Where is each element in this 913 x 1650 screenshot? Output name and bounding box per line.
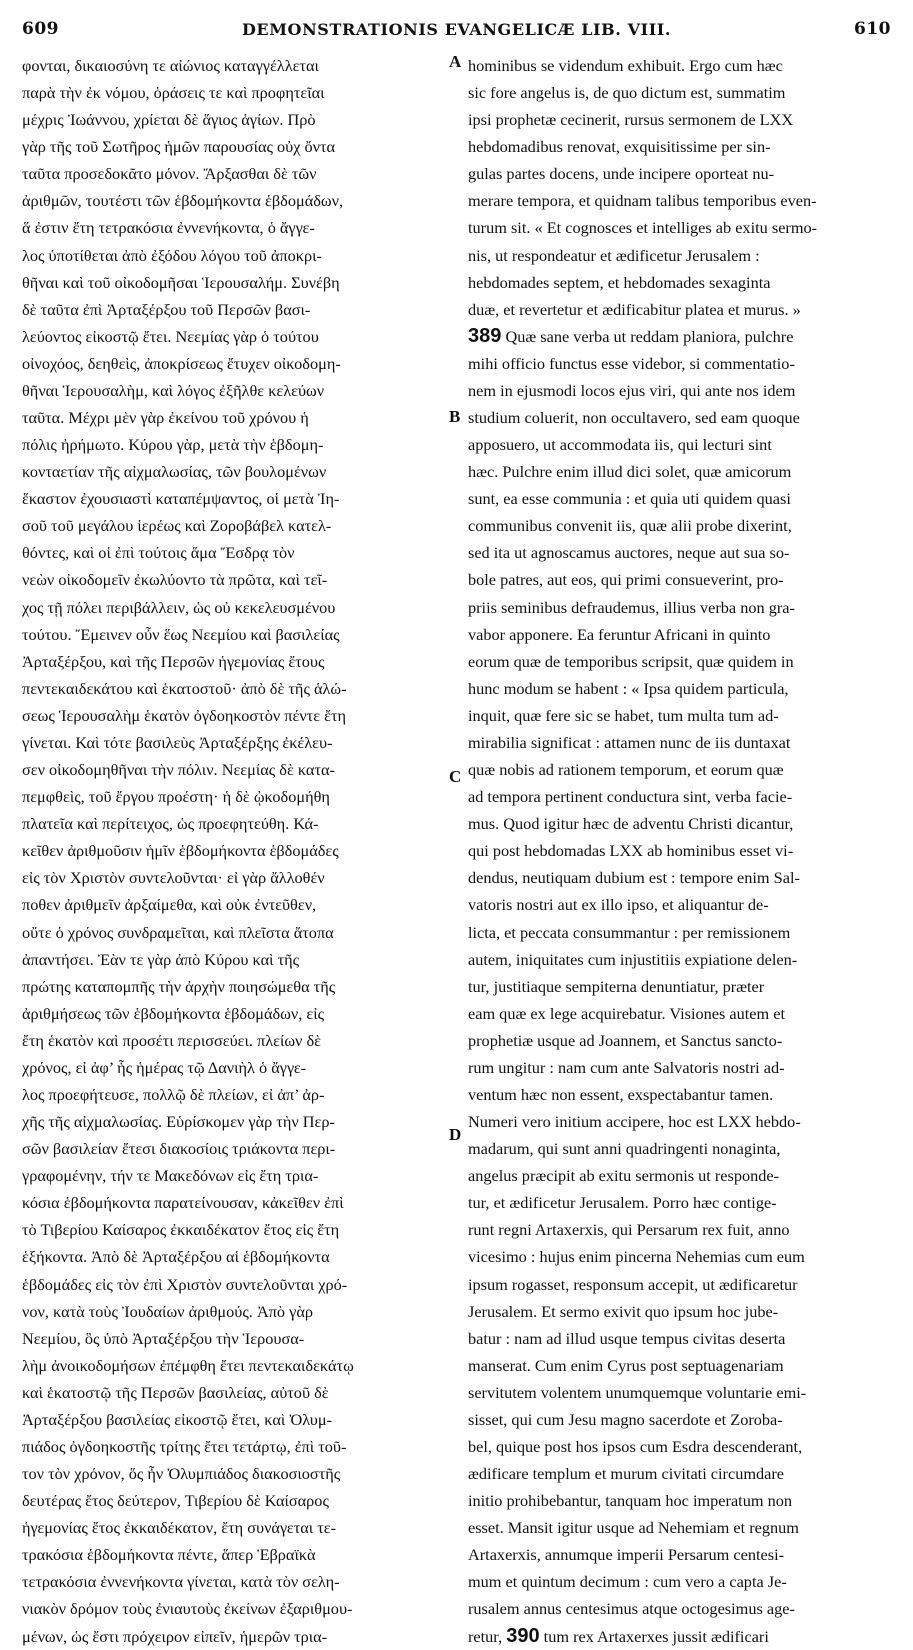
greek-text-line: πεμφθεὶς, τοῦ ἔργου προέστη· ἡ δὲ ᾠκοδομήθη bbox=[22, 787, 330, 807]
latin-text-line: communibus convenit iis, quæ alii probe dixerint, bbox=[468, 516, 792, 536]
greek-text-line: Ἀρταξέρξου, καὶ τῆς Περσῶν ἡγεμονίας ἔτους bbox=[22, 651, 325, 671]
running-title: DEMONSTRATIONIS EVANGELICÆ LIB. VIII. bbox=[241, 19, 672, 39]
latin-text-line: bole patres, aut eos, qui primi consueverint, pro- bbox=[468, 570, 784, 590]
latin-text-line: mirabilia significat : attamen nunc de iis duntaxat bbox=[468, 732, 791, 752]
latin-text-line: hunc modum se habent : « Ipsa quidem particula, bbox=[468, 678, 789, 698]
greek-text-line: οἰνοχόος, δεηθεὶς, ἀποκρίσεως ἔτυχεν οἰκοδομη- bbox=[22, 353, 341, 373]
greek-text-line: σοῦ τοῦ μεγάλου ἱερέως καὶ Ζοροβάβελ κατελ- bbox=[22, 516, 332, 536]
latin-text-line: inquit, quæ fere sic se habet, tum multa tum ad- bbox=[468, 705, 779, 725]
latin-text-line: nem in ejusmodi locos ejus viri, qui ante nos idem bbox=[468, 380, 796, 400]
greek-text-line: κονταετίαν τῆς αἰχμαλωσίας, τῶν βουλομένων bbox=[22, 462, 327, 482]
latin-text-line: dendus, neutiquam dubium est : tempore enim Sal- bbox=[468, 868, 800, 888]
latin-text-line: ædificare templum et murum civitati circumdare bbox=[468, 1464, 785, 1484]
latin-text-line: studium coluerit, non occultavero, sed eam quoque bbox=[468, 408, 800, 428]
margin-marker-a: A bbox=[449, 52, 462, 71]
latin-text-line: esset. Mansit igitur usque ad Nehemiam et regnum bbox=[468, 1518, 799, 1538]
greek-text-line: ἕκαστον ἐχουσιαστὶ καταπέμψαντος, οἱ μετὰ Ἰη- bbox=[22, 489, 340, 509]
greek-text-line: γὰρ τῆς τοῦ Σωτῆρος ἡμῶν παρουσίας οὐχ ὄντα bbox=[22, 137, 336, 157]
greek-text-line: δὲ ταῦτα ἐπὶ Ἀρταξέρξου τοῦ Περσῶν βασι- bbox=[22, 299, 311, 319]
latin-text-line: merare tempora, et quidnam talibus temporibus even- bbox=[468, 191, 817, 211]
greek-text-line: θῆναι Ἱερουσαλὴμ, καὶ λόγος ἐξῆλθε κελεύων bbox=[22, 380, 325, 400]
section-number: 389 bbox=[468, 324, 502, 347]
latin-text-line: runt regni Artaxerxis, qui Persarum rex fuit, anno bbox=[468, 1220, 790, 1240]
greek-text-line: πιάδος ὀγδοηκοστῆς τρίτης ἔτει τετάρτῳ, ἐπὶ τοῦ- bbox=[22, 1436, 347, 1456]
latin-text-line: nis, ut respondeatur et ædificetur Jerusalem : bbox=[468, 245, 760, 265]
latin-text-line: ipsum rogasset, responsum accepit, ut ædificaretur bbox=[468, 1274, 798, 1294]
running-header bbox=[22, 12, 891, 46]
greek-text-line: ταῦτα. Μέχρι μὲν γὰρ ἐκείνου τοῦ χρόνου ἡ bbox=[22, 408, 309, 428]
greek-text-line: θόντες, καὶ οἱ ἐπὶ τούτοις ἅμα Ἔσδρᾳ τὸν bbox=[22, 543, 295, 563]
greek-text-line: γραφομένην, τήν τε Μακεδόνων εἰς ἔτη τρια- bbox=[22, 1166, 319, 1186]
greek-text-line: τούτου. Ἔμεινεν οὖν ἕως Νεεμίου καὶ βασιλείας bbox=[22, 624, 340, 644]
greek-text-line: χῆς τῆς αἰχμαλωσίας. Εὑρίσκομεν γὰρ τὴν Περ- bbox=[22, 1112, 335, 1132]
greek-text-line: τρακόσια ἑβδομήκοντα πέντε, ἅπερ Ἑβραϊκὰ bbox=[22, 1545, 316, 1565]
greek-text-line: ἀριθμῶν, τουτέστι τῶν ἑβδομήκοντα ἑβδομάδων, bbox=[22, 191, 344, 211]
greek-column bbox=[22, 52, 450, 1650]
greek-text-line: πρώτης καταπομπῆς τὴν ἀρχὴν ποιησώμεθα τῆς bbox=[22, 976, 336, 996]
greek-text-line: λὴμ ἀνοικοδομήσων ἐπέμφθη ἔτει πεντεκαιδεκάτῳ bbox=[22, 1355, 354, 1375]
latin-text-line: angelus præcipit ab exitu sermonis ut responde- bbox=[468, 1166, 780, 1186]
greek-text-line: κεῖθεν ἀριθμοῦσιν ἡμῖν ἑβδομήκοντα ἑβδομάδες bbox=[22, 841, 339, 861]
greek-text-line: ἑβδομάδες εἰς τὸν ἐπὶ Χριστὸν συντελοῦνται χρό- bbox=[22, 1274, 348, 1294]
greek-text-line: σῶν βασιλείαν ἔτεσι διακοσίοις τριάκοντα περι- bbox=[22, 1139, 336, 1159]
greek-text-line: ἀριθμήσεως τῶν ἑβδομήκοντα ἑβδομάδων, εἰς bbox=[22, 1003, 325, 1023]
latin-text-line: hebdomades septem, et hebdomades sexaginta bbox=[468, 272, 771, 292]
greek-text-line: τον τὸν χρόνον, ὅς ἦν Ὀλυμπιάδος διακοσιοστῆς bbox=[22, 1464, 341, 1484]
greek-text-line: μέχρις Ἰωάννου, χρίεται δὲ ἅγιος ἁγίων. Πρὸ bbox=[22, 110, 316, 130]
latin-text-line: initio prohibebantur, tanquam hoc imperatum non bbox=[468, 1491, 792, 1511]
latin-text-line: rusalem annus centesimus atque octogesimus age- bbox=[468, 1599, 795, 1619]
latin-column bbox=[468, 52, 892, 1650]
latin-text-line: vatoris nostri aut ex illo ipso, et aliquantur de- bbox=[468, 895, 769, 915]
latin-text-line: manserat. Cum enim Cyrus post septuagenariam bbox=[468, 1355, 784, 1375]
greek-text-line: οὔτε ὁ χρόνος συνδραμεῖται, καὶ πλεῖστα ἄτοπα bbox=[22, 922, 334, 942]
latin-text-line: turum sit. « Et cognosces et intelliges ab exitu sermo- bbox=[468, 218, 818, 238]
greek-text-line: ἅ ἐστιν ἔτη τετρακόσια ἐννενήκοντα, ὁ ἄγγε- bbox=[22, 218, 315, 238]
latin-text-line: mus. Quod igitur hæc de adventu Christi dicantur, bbox=[468, 814, 794, 834]
latin-text-line: licta, et peccata consummantur : per remissionem bbox=[468, 922, 791, 942]
greek-text-line: ποθεν ἀριθμεῖν ἀρξαίμεθα, καὶ οὐκ ἐντεῦθεν, bbox=[22, 895, 317, 915]
latin-text-line: vicesimo : hujus enim pincerna Nehemias cum eum bbox=[468, 1247, 805, 1267]
latin-text-line: vabor apponere. Ea feruntur Africani in quinto bbox=[468, 624, 771, 644]
latin-text-line: sunt, ea esse communia : et quia uti quidem quasi bbox=[468, 489, 791, 509]
greek-text-line: πεντεκαιδεκάτου καὶ ἑκατοστοῦ· ἀπὸ δὲ τῆς ἁλώ- bbox=[22, 678, 347, 698]
greek-text-line: σεως Ἱερουσαλὴμ ἑκατὸν ὀγδοηκοστὸν πέντε ἔτη bbox=[22, 705, 347, 725]
latin-text-line: servitutem volentem unumquemque voluntarie emi- bbox=[468, 1382, 807, 1402]
latin-text-line: ipsi prophetæ cecinerit, rursus sermonem de LXX bbox=[468, 110, 794, 130]
latin-text-line: retur, 390 tum rex Artaxerxes jussit ædificari bbox=[468, 1624, 769, 1647]
latin-text-line: tur, et ædificetur Jerusalem. Porro hæc contige- bbox=[468, 1193, 777, 1213]
greek-text-line: Νεεμίου, ὃς ὑπὸ Ἀρταξέρξου τὴν Ἱερουσα- bbox=[22, 1328, 305, 1348]
latin-text-line: tur, justitiaque sempiterna denuntiatur, præter bbox=[468, 976, 765, 996]
greek-text-line: θῆναι καὶ τοῦ οἰκοδομῆσαι Ἱερουσαλήμ. Συνέβη bbox=[22, 272, 340, 292]
latin-text-line: eam quæ ex lege acquirebatur. Visiones autem et bbox=[468, 1003, 786, 1023]
greek-text-line: πόλις ἠρήμωτο. Κύρου γὰρ, μετὰ τὴν ἑβδομη- bbox=[22, 435, 324, 455]
greek-text-line: λεύοντος εἰκοστῷ ἔτει. Νεεμίας γὰρ ὁ τούτου bbox=[22, 326, 319, 346]
margin-marker-c: C bbox=[449, 767, 462, 786]
greek-text-line: ἑξήκοντα. Ἀπὸ δὲ Ἀρταξέρξου αἱ ἑβδομήκοντα bbox=[22, 1247, 330, 1267]
greek-text-line: ταῦτα προσεδοκᾶτο μόνον. Ἄρξασθαι δὲ τῶν bbox=[22, 164, 317, 184]
latin-text-line: bel, quique post hos ipsos cum Esdra descenderant, bbox=[468, 1436, 803, 1456]
latin-text-line: duæ, et revertetur et ædificabitur platea et murus. » bbox=[468, 299, 801, 319]
greek-text-line: τὸ Τιβερίου Καίσαρος ἐκκαιδέκατον ἔτος εἰς ἔτη bbox=[22, 1220, 340, 1240]
latin-text-line: mum et quintum decimum : cum vero a capta Je- bbox=[468, 1572, 787, 1592]
latin-text-line: quæ nobis ad rationem temporum, et eorum quæ bbox=[468, 760, 784, 780]
latin-text-line: gulas partes docens, unde incipere oporteat nu- bbox=[468, 164, 775, 184]
greek-text-line: λος προεφήτευσε, πολλῷ δὲ πλείων, εἰ ἀπ’ ἀρ- bbox=[22, 1084, 325, 1104]
greek-text-line: λος ὑποτίθεται ἀπὸ ἐξόδου λόγου τοῦ ἀποκρι- bbox=[22, 245, 322, 265]
greek-text-line: σεν οἰκοδομηθῆναι τὴν πόλιν. Νεεμίας δὲ κατα- bbox=[22, 760, 335, 780]
latin-text-line: sic fore angelus is, de quo dictum est, summatim bbox=[468, 83, 786, 103]
latin-text-line: Jerusalem. Et sermo exivit quo ipsum hoc jube- bbox=[468, 1301, 779, 1321]
greek-text-line: ἡγεμονίας ἔτος ἐκκαιδέκατον, ἔτη συνάγεται τε- bbox=[22, 1518, 337, 1538]
latin-text-line: Numeri vero initium accipere, hoc est LXX hebdo- bbox=[468, 1112, 801, 1132]
greek-text-line: Ἀρταξέρξου βασιλείας εἰκοστῷ ἔτει, καὶ Ὀλυμ- bbox=[22, 1409, 333, 1429]
latin-text-line: Artaxerxis, annumque imperii Persarum centesi- bbox=[468, 1545, 785, 1565]
greek-text-line: χος τῇ πόλει περιβάλλειν, ὡς οὐ κεκελευσμένου bbox=[22, 597, 336, 617]
greek-text-line: φονται, δικαιοσύνη τε αἰώνιος καταγγέλλεται bbox=[22, 56, 319, 75]
latin-text-line: hæc. Pulchre enim illud dici solet, quæ amicorum bbox=[468, 462, 792, 482]
latin-text-line: qui post hebdomadas LXX ab hominibus esset vi- bbox=[468, 841, 794, 861]
greek-text-line: κόσια ἑβδομήκοντα παρατείνουσαν, κἀκεῖθεν ἐπὶ bbox=[22, 1193, 344, 1213]
page-number-right: 610 bbox=[854, 19, 891, 39]
greek-text-line: πλατεῖα καὶ περίτειχος, ὡς προεφητεύθη. Κά- bbox=[22, 814, 319, 834]
greek-text-line: νεὼν οἰκοδομεῖν ἐκωλύοντο τὰ πρῶτα, καὶ τεῖ- bbox=[22, 570, 328, 590]
margin-marker-d: D bbox=[449, 1125, 462, 1144]
greek-text-line: γίνεται. Καὶ τότε βασιλεὺς Ἀρταξέρξης ἐκέλευ- bbox=[22, 732, 333, 752]
greek-text-line: χρόνος, εἰ ἀφ’ ἧς ἡμέρας τῷ Δανιὴλ ὁ ἄγγε- bbox=[22, 1057, 307, 1077]
greek-text-line: νιακὸν δρόμον τοὺς ἐνιαυτοὺς ἐκείνων ἐξαριθμου- bbox=[22, 1599, 353, 1619]
greek-text-line: δευτέρας ἔτος δεύτερον, Τιβερίου δὲ Καίσαρος bbox=[22, 1491, 329, 1511]
latin-text-line: prophetiæ usque ad Joannem, et Sanctus sancto- bbox=[468, 1030, 783, 1050]
greek-text-line: εἰς τὸν Χριστὸν συντελοῦνται· εἰ γὰρ ἄλλοθέν bbox=[22, 868, 325, 888]
section-number: 390 bbox=[506, 1624, 540, 1647]
latin-text-line: 389 Quæ sane verba ut reddam planiora, pulchre bbox=[468, 324, 794, 347]
latin-text-line: hebdomadibus renovat, exquisitissime per sin- bbox=[468, 137, 771, 157]
greek-text-line: ἀπαντήσει. Ἐὰν τε γὰρ ἀπὸ Κύρου καὶ τῆς bbox=[22, 949, 300, 969]
latin-text-line: batur : nam ad illud usque tempus civitas deserta bbox=[468, 1328, 786, 1348]
latin-text-line: apposuero, ut accommodata iis, qui lecturi sint bbox=[468, 435, 772, 455]
greek-text-line: τετρακόσια ἐννενήκοντα γίνεται, κατὰ τὸν σελη- bbox=[22, 1572, 340, 1592]
latin-text-line: sisset, qui cum Jesu magno sacerdote et Zoroba- bbox=[468, 1409, 783, 1429]
greek-text-line: παρὰ τὴν ἐκ νόμου, ὁράσεις τε καὶ προφητεῖαι bbox=[22, 83, 325, 103]
greek-text-line: μένων, ὡς ἔστι πρόχειρον εἰπεῖν, ἡμερῶν τρια- bbox=[22, 1626, 328, 1646]
margin-marker-b: B bbox=[449, 407, 461, 426]
latin-text-line: madarum, qui sunt anni quadringenti nonaginta, bbox=[468, 1139, 781, 1159]
greek-text-line: καὶ ἑκατοστῷ τῆς Περσῶν βασιλείας, αὐτοῦ δὲ bbox=[22, 1382, 329, 1402]
greek-text-line: ἔτη ἑκατὸν καὶ προσέτι περισσεύει. πλείων δὲ bbox=[22, 1030, 322, 1050]
latin-text-line: mihi officio functus esse videbor, si commentatio- bbox=[468, 353, 795, 373]
latin-text-line: hominibus se videndum exhibuit. Ergo cum hæc bbox=[468, 56, 783, 75]
latin-text-line: ventum hæc non essent, exspectabantur tamen. bbox=[468, 1084, 774, 1104]
latin-text-line: rum ungitur : nam cum ante Salvatoris nostri ad- bbox=[468, 1057, 785, 1077]
latin-text-line: ad tempora pertinent conductura sint, verba facie- bbox=[468, 787, 793, 807]
latin-text-line: autem, iniquitates cum injustitiis expiatione delen- bbox=[468, 949, 798, 969]
latin-text-line: sed ita ut agnoscamus auctores, neque aut sua so- bbox=[468, 543, 790, 563]
greek-text-line: νον, κατὰ τοὺς Ἰουδαίων ἀριθμούς. Ἀπὸ γὰρ bbox=[22, 1301, 313, 1321]
latin-text-line: eorum quæ de temporibus scripsit, quæ quidem in bbox=[468, 651, 794, 671]
latin-text-line: priis seminibus defraudemus, illius verba non gra- bbox=[468, 597, 795, 617]
page-number-left: 609 bbox=[22, 19, 59, 39]
